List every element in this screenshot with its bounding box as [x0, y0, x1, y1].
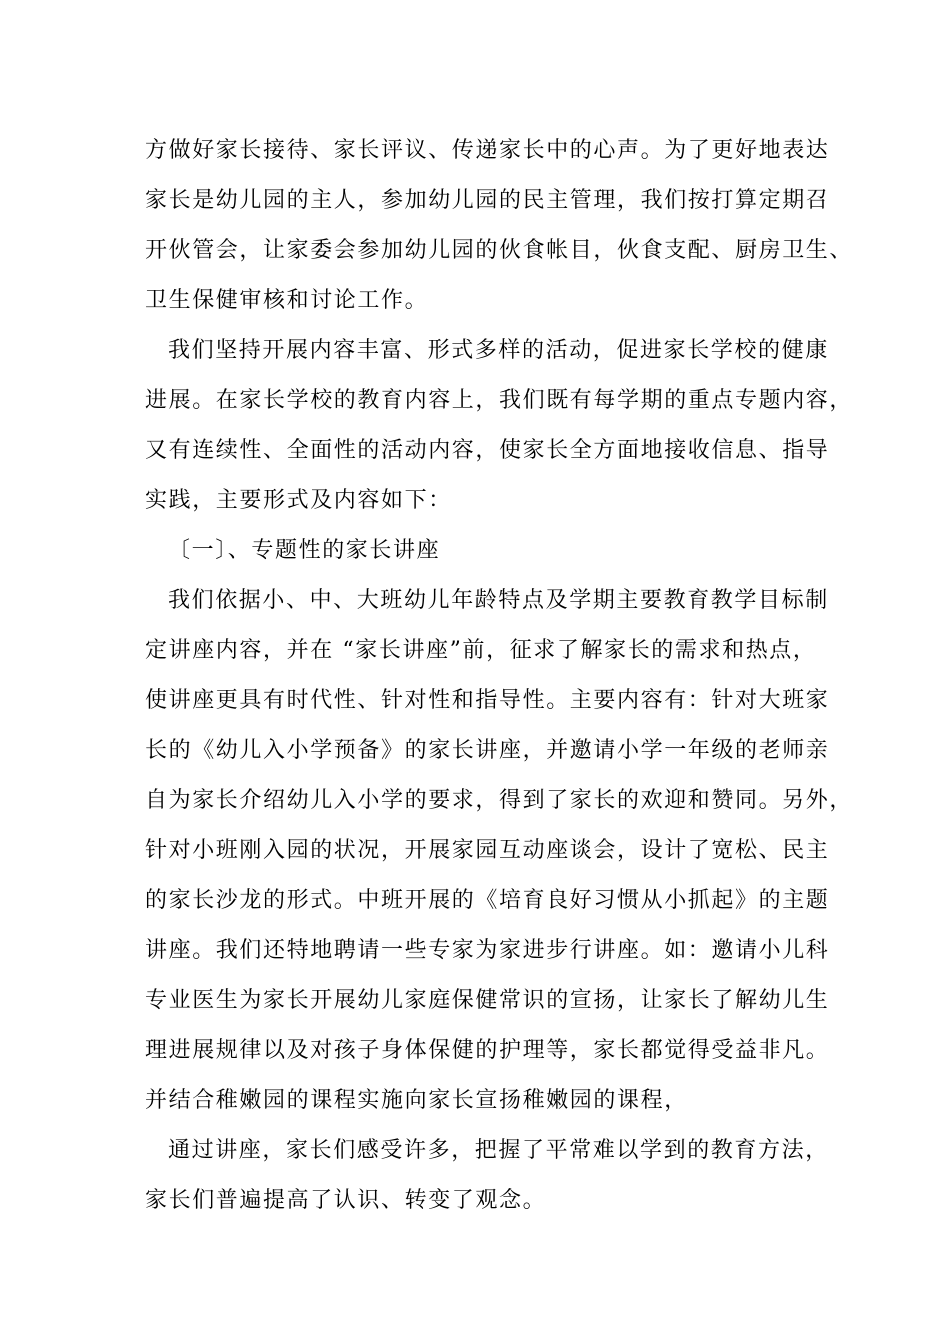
- text-line-13: 长的《幼儿入小学预备》的家长讲座，并邀请小学一年级的老师亲: [145, 738, 830, 763]
- text-line-19: 理进展规律以及对孩子身体保健的护理等，家长都觉得受益非凡。: [145, 1038, 830, 1063]
- text-line-21: 通过讲座，家长们感受许多，把握了平常难以学到的教育方法，: [168, 1138, 829, 1163]
- text-line-12: 使讲座更具有时代性、针对性和指导性。主要内容有：针对大班家: [145, 688, 830, 713]
- text-line-18: 专业医生为家长开展幼儿家庭保健常识的宣扬，让家长了解幼儿生: [145, 988, 830, 1013]
- section-heading: 〔一〕、专题性的家长讲座: [168, 538, 441, 563]
- text-line-3: 开伙管会，让家委会参加幼儿园的伙食帐目，伙食支配、厨房卫生、: [145, 238, 854, 263]
- text-line-20: 并结合稚嫩园的课程实施向家长宣扬稚嫩园的课程，: [145, 1088, 688, 1113]
- text-line-4: 卫生保健审核和讨论工作。: [145, 288, 429, 313]
- text-line-2: 家长是幼儿园的主人，参加幼儿园的民主管理，我们按打算定期召: [145, 188, 830, 213]
- text-line-11: 定讲座内容，并在 “家长讲座”前，征求了解家长的需求和热点，: [145, 638, 817, 663]
- text-line-16: 的家长沙龙的形式。中班开展的《培育良好习惯从小抓起》的主题: [145, 888, 830, 913]
- text-line-22: 家长们普遍提高了认识、转变了观念。: [145, 1188, 547, 1213]
- text-line-1: 方做好家长接待、家长评议、传递家长中的心声。为了更好地表达: [145, 138, 830, 163]
- text-line-5: 我们坚持开展内容丰富、形式多样的活动，促进家长学校的健康: [168, 338, 829, 363]
- text-line-10: 我们依据小、中、大班幼儿年龄特点及学期主要教育教学目标制: [168, 588, 829, 613]
- text-line-7: 又有连续性、全面性的活动内容，使家长全方面地接收信息、指导: [145, 438, 830, 463]
- text-line-14: 自为家长介绍幼儿入小学的要求，得到了家长的欢迎和赞同。另外，: [145, 788, 854, 813]
- text-line-8: 实践，主要形式及内容如下：: [145, 488, 452, 513]
- text-line-6: 进展。在家长学校的教育内容上，我们既有每学期的重点专题内容，: [145, 388, 854, 413]
- text-line-17: 讲座。我们还特地聘请一些专家为家进步行讲座。如：邀请小儿科: [145, 938, 830, 963]
- text-line-15: 针对小班刚入园的状况，开展家园互动座谈会，设计了宽松、民主: [145, 838, 830, 863]
